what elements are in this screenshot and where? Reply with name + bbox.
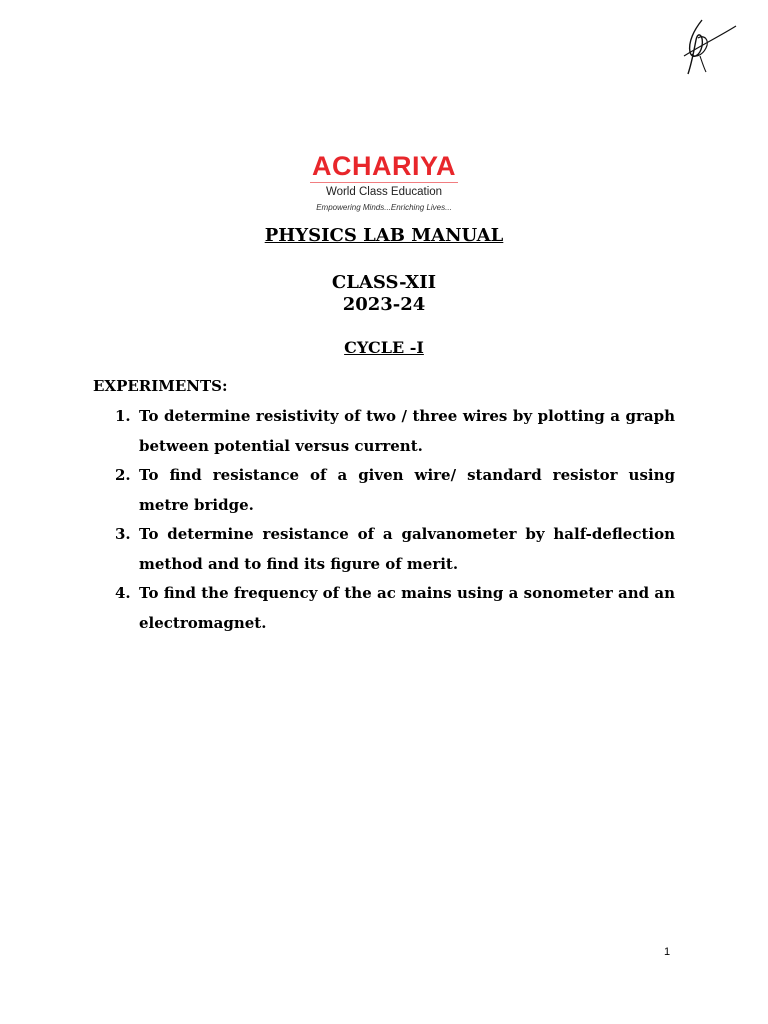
list-item xyxy=(93,579,675,638)
cycle-heading: CYCLE -I xyxy=(344,338,424,357)
item-text: To determine resistance of a galvanometer by half-deflection method and to find its figure of merit. xyxy=(139,525,675,573)
signature-icon xyxy=(680,16,738,78)
achariya-logo xyxy=(300,150,468,214)
page-number: 1 xyxy=(664,946,671,958)
logo-name: ACHARIYA xyxy=(311,151,457,181)
item-number: 2. xyxy=(115,466,131,484)
item-number: 3. xyxy=(115,525,131,543)
class-label: CLASS-XII xyxy=(331,272,437,293)
list-item xyxy=(93,461,675,520)
page-title: PHYSICS LAB MANUAL xyxy=(264,225,504,246)
experiments-heading: EXPERIMENTS: xyxy=(93,377,228,395)
item-number: 1. xyxy=(115,407,131,425)
item-text: To find the frequency of the ac mains using a sonometer and an electromagnet. xyxy=(139,584,675,632)
logo-subtitle: World Class Education xyxy=(325,186,443,198)
academic-year: 2023-24 xyxy=(342,294,426,315)
experiments-list xyxy=(93,402,675,638)
item-number: 4. xyxy=(115,584,131,602)
list-item xyxy=(93,520,675,579)
list-item xyxy=(93,402,675,461)
logo-divider xyxy=(310,182,458,183)
item-text: To find resistance of a given wire/ standard resistor using metre bridge. xyxy=(139,466,675,514)
logo-tagline: Empowering Minds...Enriching Lives... xyxy=(316,203,452,212)
item-text: To determine resistivity of two / three wires by plotting a graph between potential versus current. xyxy=(139,407,675,455)
